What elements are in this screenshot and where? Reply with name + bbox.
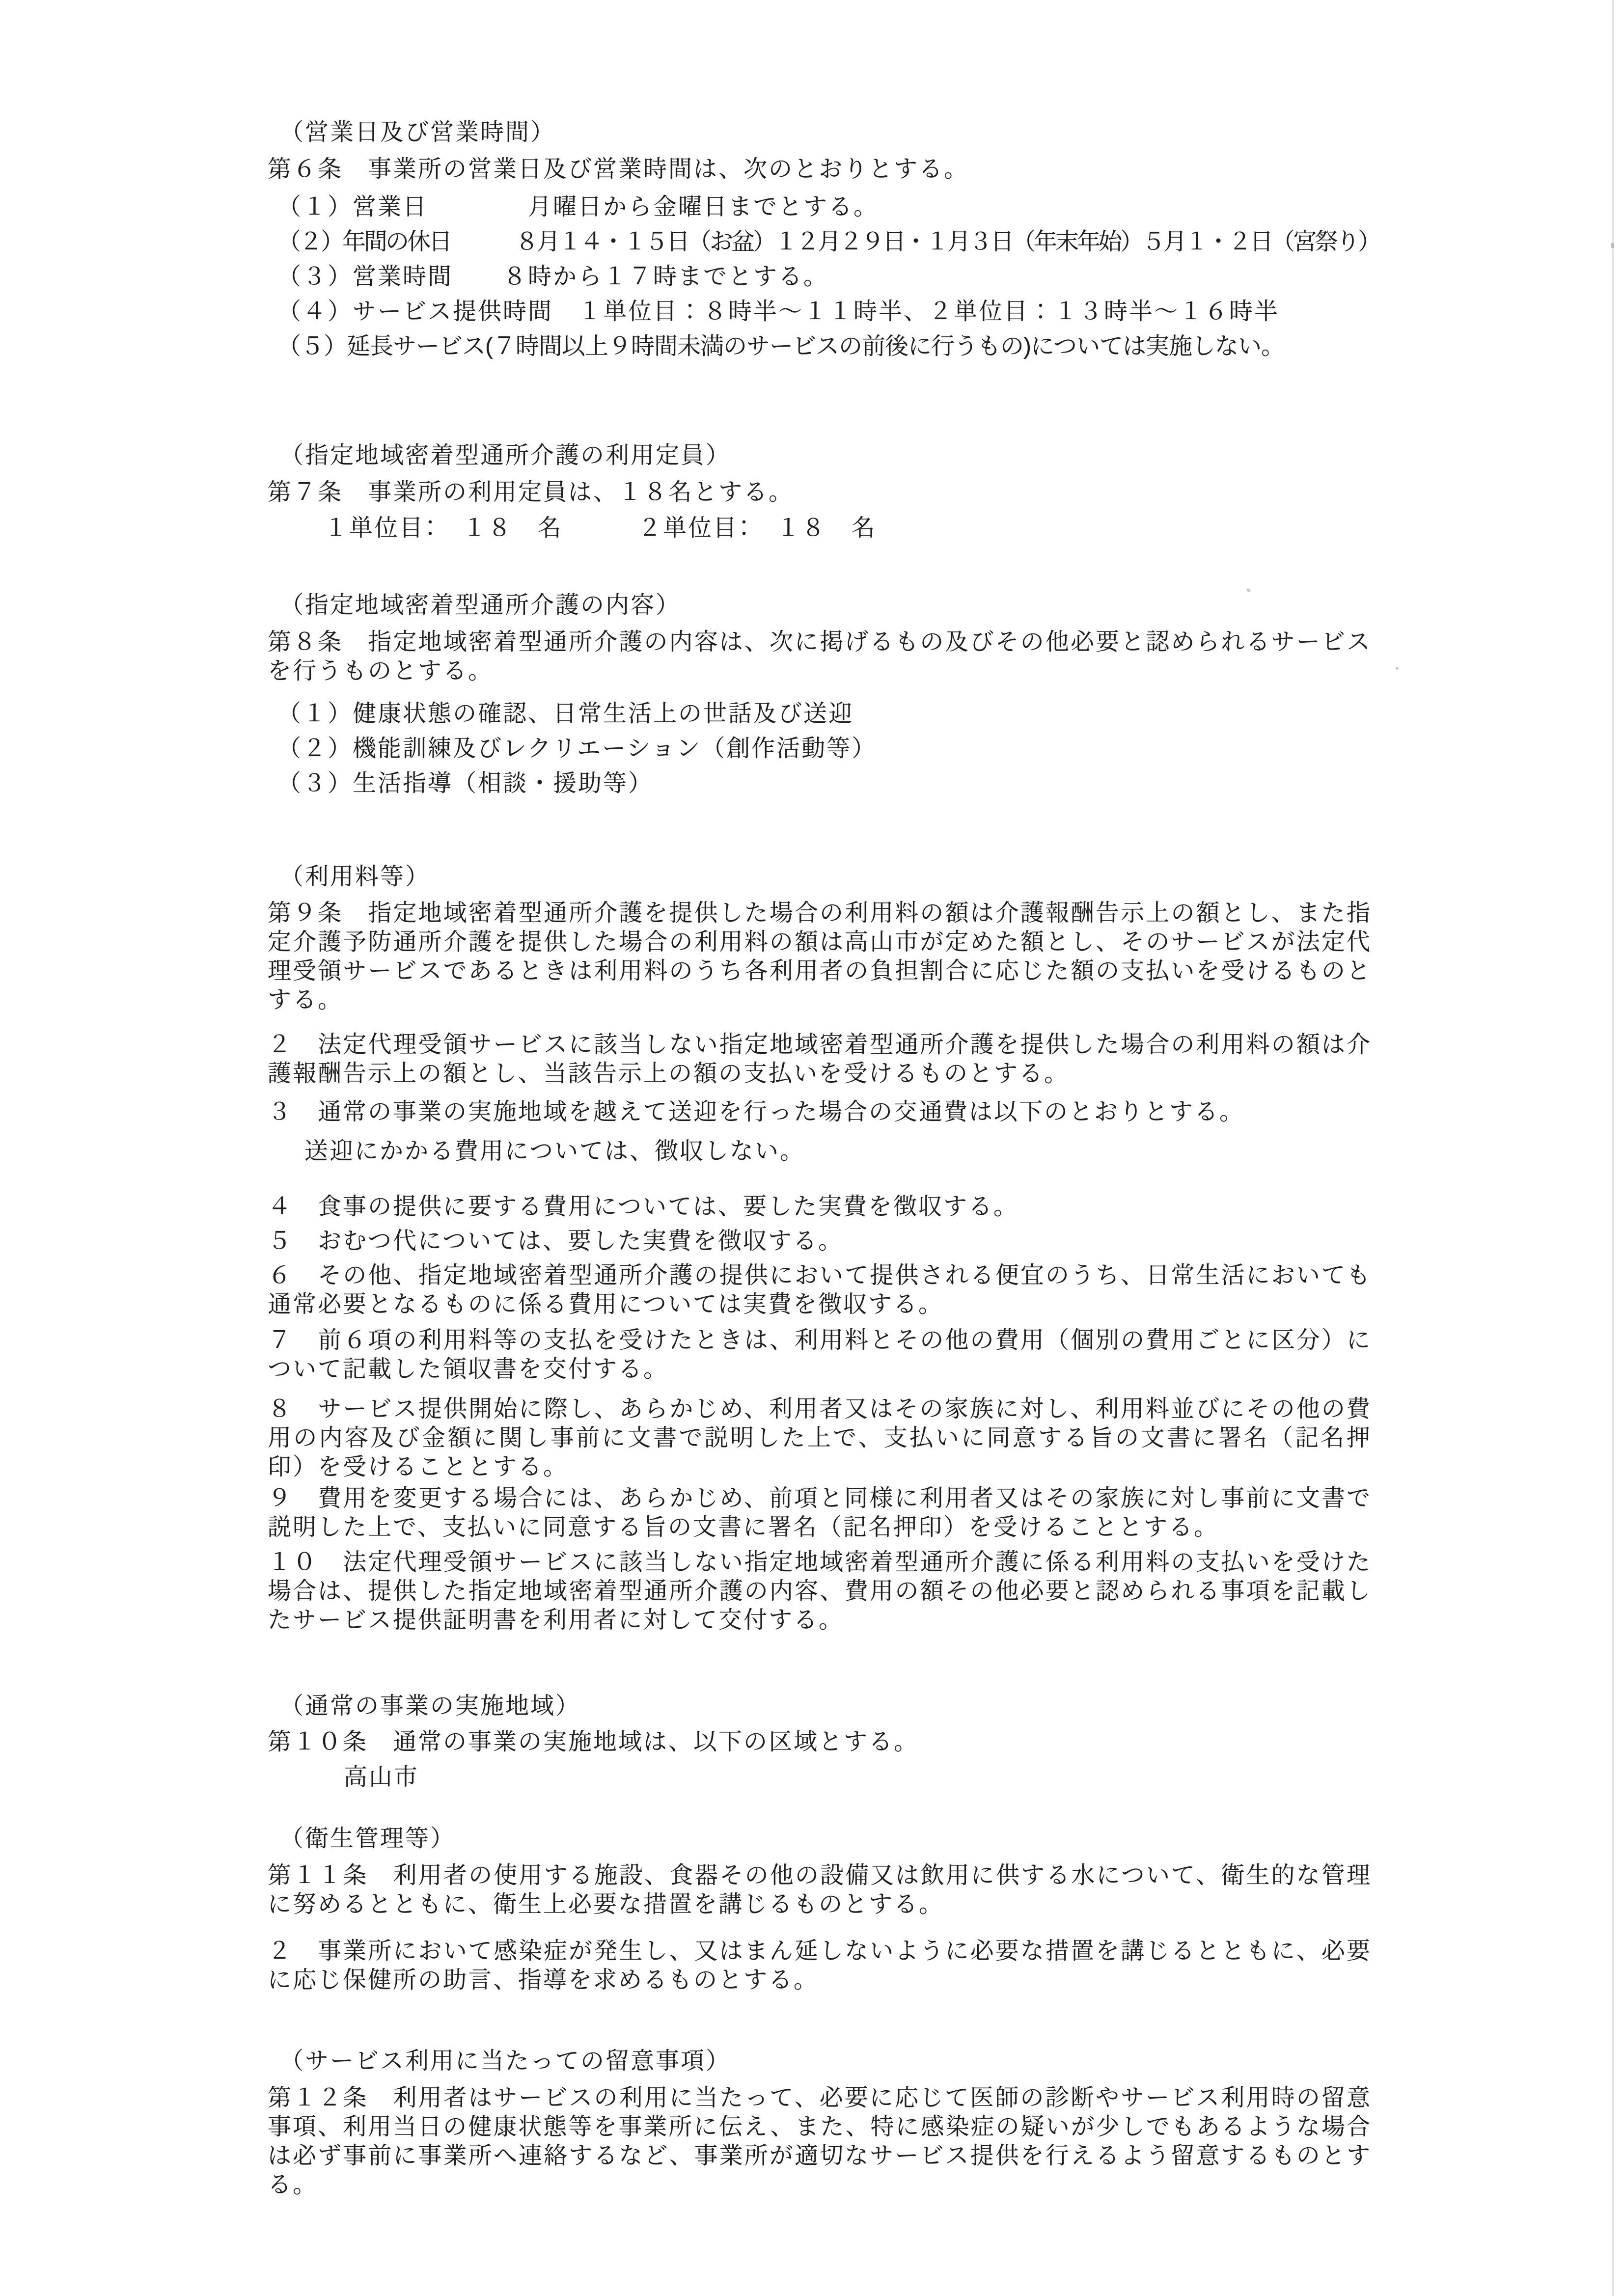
section-heading: （指定地域密着型通所介護の内容）: [280, 592, 681, 618]
scan-edge-line: [1612, 0, 1614, 2296]
list-item: （４）サービス提供時間 １単位目：８時半～１１時半、２単位目：１３時半～１６時半: [277, 299, 1280, 325]
article-paragraph: 第６条 事業所の営業日及び営業時間は、次のとおりとする。: [268, 156, 969, 182]
article-paragraph: １０ 法定代理受領サービスに該当しない指定地域密着型通所介護に係る利用料の支払いを受けた場合は、提供した指定地域密着型通所介護の内容、費用の額その他必要と認められる事項を記載したサービス提供証明書を利用者に対して交付する。: [268, 1549, 1372, 1633]
scan-speck: [1396, 667, 1399, 670]
article-paragraph: ２ 法定代理受領サービスに該当しない指定地域密着型通所介護を提供した場合の利用料の額は介護報酬告示上の額とし、当該告示上の額の支払いを受けるものとする。: [268, 1032, 1372, 1087]
section-heading: （衛生管理等）: [280, 1826, 456, 1852]
sub-item: １単位目： １８ 名 ２単位目： １８ 名: [324, 515, 877, 541]
article-paragraph: 第７条 事業所の利用定員は、１８名とする。: [268, 479, 794, 505]
article-paragraph: 第１１条 利用者の使用する施設、食器その他の設備又は飲用に供する水について、衛生的な管理に努めるとともに、衛生上必要な措置を講じるものとする。: [268, 1862, 1372, 1917]
article-paragraph: ３ 通常の事業の実施地域を越えて送迎を行った場合の交通費は以下のとおりとする。: [268, 1099, 1245, 1125]
article-paragraph: ６ その他、指定地域密着型通所介護の提供において提供される便宜のうち、日常生活においても通常必要となるものに係る費用については実費を徴収する。: [268, 1262, 1372, 1317]
list-item: （１）健康状態の確認、日常生活上の世話及び送迎: [277, 701, 854, 727]
list-item: （３）生活指導（相談・援助等）: [277, 770, 654, 796]
section-heading: （営業日及び営業時間）: [280, 119, 556, 145]
scan-artifact-dash: [1611, 243, 1614, 248]
list-item: （２）機能訓練及びレクリエーション（創作活動等）: [277, 736, 877, 762]
section-heading: （利用料等）: [280, 864, 431, 890]
list-item: （３）営業時間 ８時から１７時までとする。: [277, 264, 829, 290]
list-item: （５）延長サービス(７時間以上９時間未満のサービスの前後に行うもの)については実施しない。: [277, 333, 1285, 359]
list-item: （１）営業日 月曜日から金曜日までとする。: [277, 194, 879, 220]
article-paragraph: 第８条 指定地域密着型通所介護の内容は、次に掲げるもの及びその他必要と認められるサービスを行うものとする。: [268, 629, 1372, 684]
article-paragraph: ５ おむつ代については、要した実費を徴収する。: [268, 1228, 844, 1254]
article-paragraph: ９ 費用を変更する場合には、あらかじめ、前項と同様に利用者又はその家族に対し事前に文書で説明した上で、支払いに同意する旨の文書に署名（記名押印）を受けることとする。: [268, 1485, 1372, 1540]
article-paragraph: ４ 食事の提供に要する費用については、要した実費を徴収する。: [268, 1194, 1019, 1220]
section-heading: （通常の事業の実施地域）: [280, 1693, 581, 1719]
scan-speck: [1246, 588, 1251, 593]
sub-item: 高山市: [344, 1764, 419, 1790]
article-paragraph: 第９条 指定地域密着型通所介護を提供した場合の利用料の額は介護報酬告示上の額とし、また指定介護予防通所介護を提供した場合の利用料の額は高山市が定めた額とし、そのサービスが法定代理受領サービスであるときは利用料のうち各利用者の負担割合に応じた額の支払いを受けるものとする。: [268, 900, 1372, 1013]
article-paragraph: ８ サービス提供開始に際し、あらかじめ、利用者又はその家族に対し、利用料並びにその他の費用の内容及び金額に関し事前に文書で説明した上で、支払いに同意する旨の文書に署名（記名押印）を受けることとする。: [268, 1396, 1372, 1480]
section-heading: （サービス利用に当たっての留意事項）: [280, 2048, 731, 2074]
list-item: （２）年間の休日 ８月１４・１５日（お盆）１２月２９日・１月３日（年末年始）５月１・２日（宮祭り）: [277, 229, 1380, 255]
sub-item: 送迎にかかる費用については、徴収しない。: [304, 1138, 805, 1164]
article-paragraph: ２ 事業所において感染症が発生し、又はまん延しないように必要な措置を講じるとともに、必要に応じ保健所の助言、指導を求めるものとする。: [268, 1938, 1372, 1993]
section-heading: （指定地域密着型通所介護の利用定員）: [280, 442, 731, 468]
article-paragraph: 第１２条 利用者はサービスの利用に当たって、必要に応じて医師の診断やサービス利用時の留意事項、利用当日の健康状態等を事業所に伝え、また、特に感染症の疑いが少しでもあるような場合は必ず事前に事業所へ連絡するなど、事業所が適切なサービス提供を行えるよう留意するものとする。: [268, 2085, 1372, 2198]
article-paragraph: 第１０条 通常の事業の実施地域は、以下の区域とする。: [268, 1729, 919, 1755]
article-paragraph: ７ 前６項の利用料等の支払を受けたときは、利用料とその他の費用（個別の費用ごとに区分）について記載した領収書を交付する。: [268, 1327, 1372, 1382]
